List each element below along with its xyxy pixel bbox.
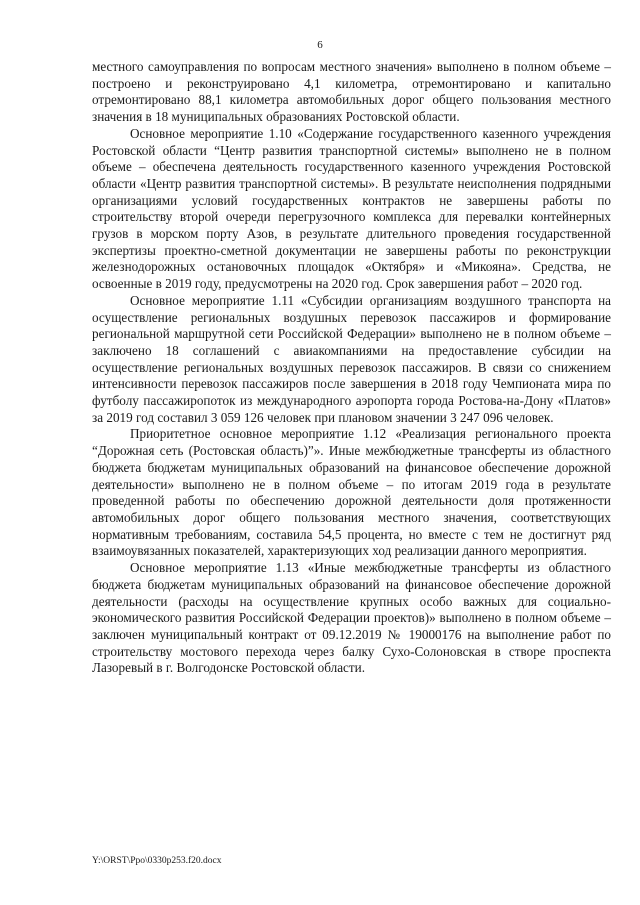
document-body	[92, 59, 611, 677]
page-number: 6	[317, 39, 323, 51]
paragraph-measure-1-13: Основное мероприятие 1.13 «Иные межбюджетные трансферты из областного бюджета бюджетам муниципальных образований на финансовое обеспечение дорожной деятельности (расходы на осуществление крупных особо важных для социально-экономического развития Российской Федерации проектов)» выполнено в полном объеме – заключен муниципальный контракт от 09.12.2019 № 19000176 на выполнение работ по строительству мостового перехода через балку Сухо-Солоновская в створе проспекта Лазоревый в г. Волгодонске Ростовской области.	[92, 560, 611, 676]
footer-file-path: Y:\ORST\Ppo\0330p253.f20.docx	[92, 856, 222, 866]
paragraph-measure-1-12: Приоритетное основное мероприятие 1.12 «Реализация регионального проекта “Дорожная сеть (Ростовская область)”». Иные межбюджетные трансферты из областного бюджета бюджетам муниципальных образований на финансовое обеспечение дорожной деятельности» выполнено не в полном объеме – по итогам 2019 года в результате проведенной работы по обеспечению дорожной деятельности доля протяженности автомобильных дорог общего пользования местного значения, соответствующих нормативным требованиям, составила 54,5 процента, но вместе с тем не достигнут ряд взаимоувязанных показателей, характеризующих ход реализации данного мероприятия.	[92, 426, 611, 559]
paragraph-continuation: местного самоуправления по вопросам местного значения» выполнено в полном объеме – построено и реконструировано 4,1 километра, отремонтировано и капитально отремонтировано 88,1 километра автомобильных дорог общего пользования местного значения в 18 муниципальных образованиях Ростовской области.	[92, 59, 611, 125]
paragraph-measure-1-11: Основное мероприятие 1.11 «Субсидии организациям воздушного транспорта на осуществление региональных воздушных перевозок пассажиров и формирование региональной маршрутной сети Российской Федерации» выполнено не в полном объеме – заключено 18 соглашений с авиакомпаниями на предоставление субсидии на осуществление региональных воздушных перевозок пассажиров. В связи со снижением интенсивности перевозок пассажиров после завершения в 2018 году Чемпионата мира по футболу пассажиропоток из международного аэропорта города Ростова-на-Дону «Платов» за 2019 год составил 3 059 126 человек при плановом значении 3 247 096 человек.	[92, 292, 611, 425]
paragraph-measure-1-10: Основное мероприятие 1.10 «Содержание государственного казенного учреждения Ростовской области “Центр развития транспортной системы» выполнено не в полном объеме – обеспечена деятельность государственного казенного учреждения Ростовской области «Центр развития транспортной системы». В результате неисполнения подрядными организациями условий государственных контрактов не завершены работы по строительству второй очереди перегрузочного комплекса для перевалки контейнерных грузов в морском порту Азов, в результате длительного проведения государственной экспертизы проектно-сметной документации не завершены работы по реконструкции железнодорожных остановочных площадок «Октября» и «Микояна». Средства, не освоенные в 2019 году, предусмотрены на 2020 год. Срок завершения работ – 2020 год.	[92, 125, 611, 292]
